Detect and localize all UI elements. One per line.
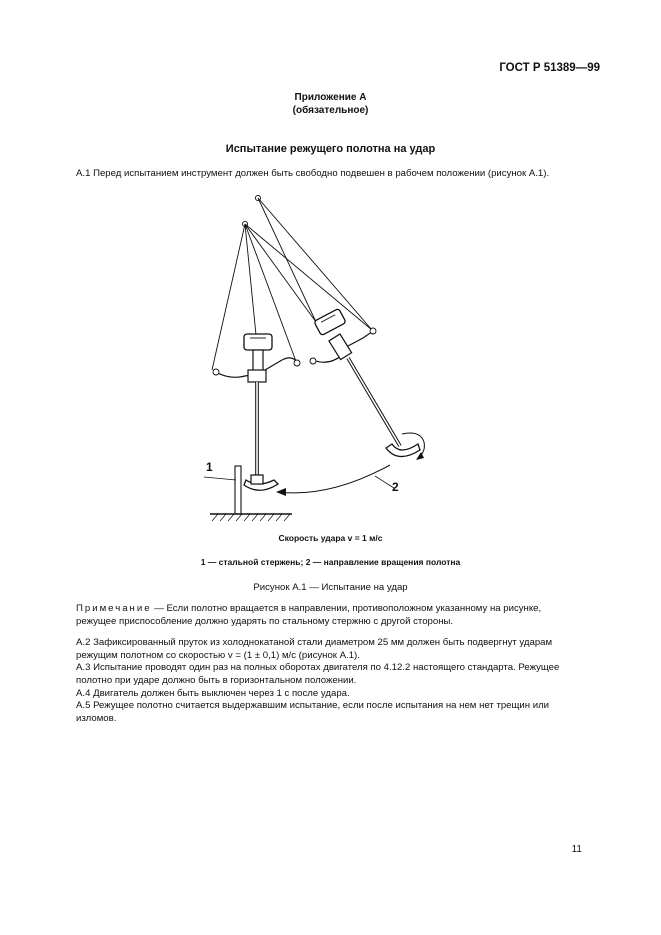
speed-caption: Скорость удара v = 1 м/с bbox=[278, 533, 383, 543]
steel-rod bbox=[235, 466, 241, 514]
note-label: Примечание bbox=[76, 603, 152, 614]
paragraph-a3-line1: А.3 Испытание проводят один раз на полных оборотах двигателя по 4.12.2 настоящего стандарта. Режущее bbox=[76, 662, 560, 673]
swing-trajectory bbox=[278, 465, 390, 493]
note-block bbox=[76, 603, 586, 616]
suspension-cord bbox=[245, 224, 372, 330]
figure-caption: Рисунок А.1 — Испытание на удар bbox=[253, 582, 408, 593]
suspension-cord bbox=[245, 224, 256, 335]
annex-title: Приложение А bbox=[294, 92, 367, 103]
suspension-cord bbox=[212, 224, 245, 370]
engine-housing bbox=[244, 334, 272, 350]
annex-status: (обязательное) bbox=[292, 105, 369, 116]
handle-bar bbox=[348, 331, 374, 346]
document-code: ГОСТ Р 51389—99 bbox=[499, 62, 600, 74]
figure-label-1: 1 bbox=[206, 460, 213, 474]
suspension-cord bbox=[245, 224, 316, 322]
paragraph-a3-line2: полотно при ударе должно быть в горизонтальном положении. bbox=[76, 675, 357, 686]
paragraph-a4: А.4 Двигатель должен быть выключен через 1 с после удара. bbox=[76, 688, 350, 699]
suspension-cord bbox=[258, 198, 372, 330]
paragraph-a5-line2: изломов. bbox=[76, 713, 117, 724]
paragraph-a2-line2: режущим полотном со скоростью v = (1 ± 0,1) м/с (рисунок А.1). bbox=[76, 650, 360, 661]
handle-bar bbox=[265, 358, 297, 370]
engine-housing bbox=[314, 308, 346, 335]
paragraph-a5-line1: А.5 Режущее полотно считается выдержавшим испытание, если после испытания на нем нет трещин или bbox=[76, 700, 550, 711]
note-text-line2: режущее приспособление должно ударять по стальному стержню с другой стороны. bbox=[76, 616, 454, 627]
paragraph-a1: А.1 Перед испытанием инструмент должен быть свободно подвешен в рабочем положении (рисунок А.1). bbox=[76, 168, 550, 179]
cutting-blade bbox=[386, 444, 420, 457]
impact-test-figure bbox=[200, 190, 440, 535]
paragraph-a2-line1: А.2 Зафиксированный пруток из холоднокатаной стали диаметром 25 мм должен быть подвергнут ударам bbox=[76, 637, 553, 648]
page-number: 11 bbox=[571, 844, 582, 855]
figure-legend: 1 — стальной стержень; 2 — направление вращения полотна bbox=[200, 557, 461, 567]
section-title: Испытание режущего полотна на удар bbox=[225, 143, 436, 155]
figure-label-2: 2 bbox=[392, 480, 399, 494]
suspension-cord bbox=[258, 198, 316, 322]
note-text-line1: — Если полотно вращается в направлении, противоположном указанному на рисунке, bbox=[154, 603, 542, 614]
